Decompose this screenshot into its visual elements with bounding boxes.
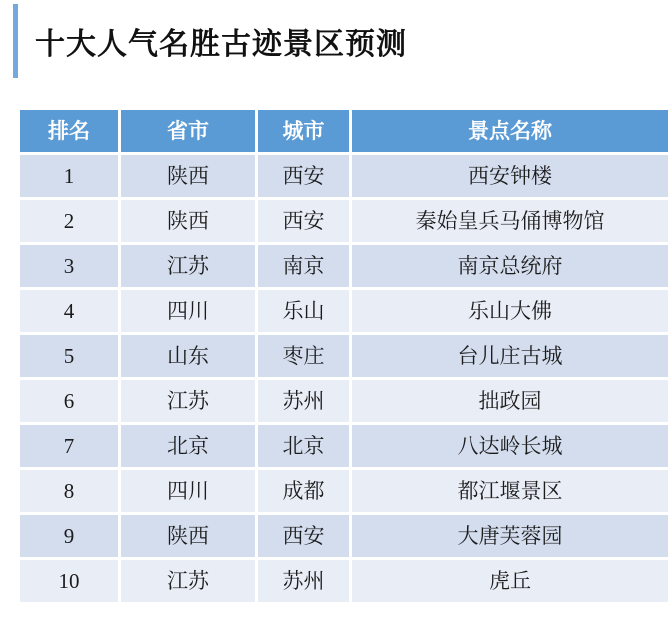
table-row — [20, 470, 662, 512]
cell-city: 北京 — [258, 425, 349, 467]
cell-attraction: 八达岭长城 — [352, 425, 668, 467]
cell-rank: 3 — [20, 245, 118, 287]
cell-province: 四川 — [121, 290, 255, 332]
table-row — [20, 245, 662, 287]
cell-province: 四川 — [121, 470, 255, 512]
cell-province: 陕西 — [121, 200, 255, 242]
cell-attraction: 乐山大佛 — [352, 290, 668, 332]
cell-city: 苏州 — [258, 380, 349, 422]
cell-attraction: 台儿庄古城 — [352, 335, 668, 377]
cell-province: 北京 — [121, 425, 255, 467]
cell-rank: 10 — [20, 560, 118, 602]
cell-city: 西安 — [258, 515, 349, 557]
cell-attraction: 拙政园 — [352, 380, 668, 422]
page-title: 十大人气名胜古迹景区预测 — [35, 28, 407, 61]
cell-rank: 7 — [20, 425, 118, 467]
cell-city: 乐山 — [258, 290, 349, 332]
cell-attraction: 南京总统府 — [352, 245, 668, 287]
column-header-province: 省市 — [121, 110, 255, 152]
cell-city: 南京 — [258, 245, 349, 287]
cell-province: 陕西 — [121, 155, 255, 197]
column-header-attraction: 景点名称 — [352, 110, 668, 152]
title-block — [0, 3, 669, 79]
cell-rank: 2 — [20, 200, 118, 242]
table-row — [20, 425, 662, 467]
table-row — [20, 290, 662, 332]
cell-province: 陕西 — [121, 515, 255, 557]
cell-city: 枣庄 — [258, 335, 349, 377]
cell-city: 西安 — [258, 155, 349, 197]
table-header-row — [20, 110, 662, 152]
title-accent-bar — [13, 4, 18, 78]
table-body — [20, 155, 662, 602]
cell-attraction: 都江堰景区 — [352, 470, 668, 512]
cell-province: 江苏 — [121, 245, 255, 287]
cell-rank: 9 — [20, 515, 118, 557]
cell-city: 苏州 — [258, 560, 349, 602]
column-header-rank: 排名 — [20, 110, 118, 152]
table-row — [20, 380, 662, 422]
cell-province: 江苏 — [121, 560, 255, 602]
cell-attraction: 秦始皇兵马俑博物馆 — [352, 200, 668, 242]
table-row — [20, 560, 662, 602]
top10-attractions-table — [20, 110, 662, 602]
table-row — [20, 200, 662, 242]
table-row — [20, 155, 662, 197]
cell-city: 西安 — [258, 200, 349, 242]
cell-rank: 6 — [20, 380, 118, 422]
cell-city: 成都 — [258, 470, 349, 512]
cell-rank: 8 — [20, 470, 118, 512]
cell-attraction: 大唐芙蓉园 — [352, 515, 668, 557]
cell-province: 江苏 — [121, 380, 255, 422]
table-row — [20, 335, 662, 377]
cell-province: 山东 — [121, 335, 255, 377]
cell-attraction: 西安钟楼 — [352, 155, 668, 197]
cell-attraction: 虎丘 — [352, 560, 668, 602]
cell-rank: 5 — [20, 335, 118, 377]
cell-rank: 1 — [20, 155, 118, 197]
cell-rank: 4 — [20, 290, 118, 332]
table-row — [20, 515, 662, 557]
column-header-city: 城市 — [258, 110, 349, 152]
